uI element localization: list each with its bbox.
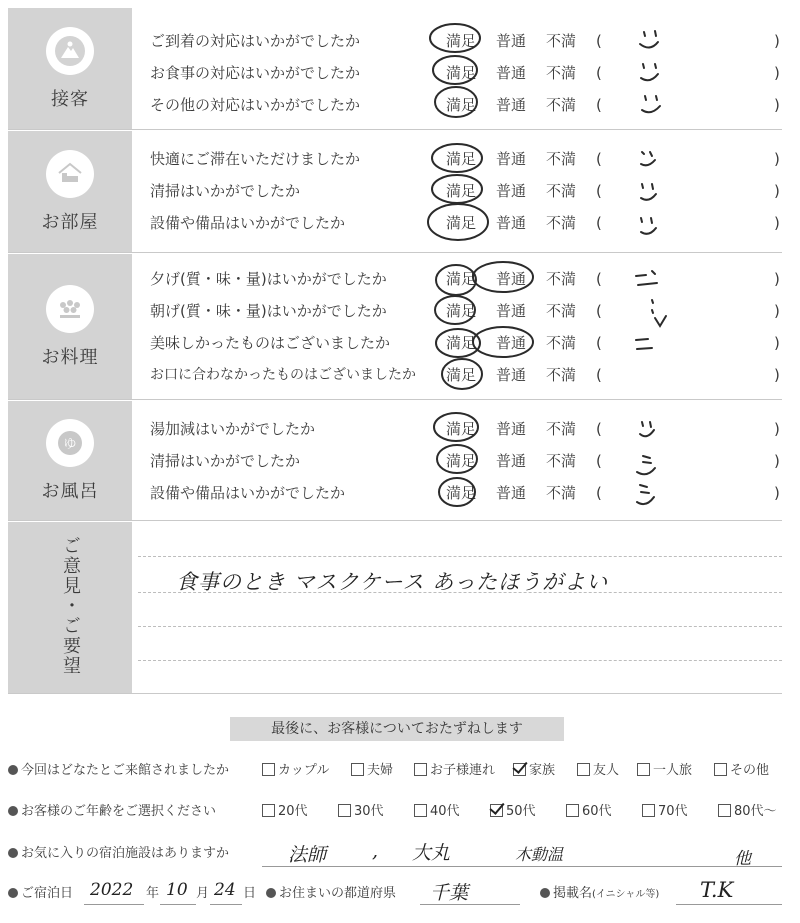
question-text: お気に入りの宿泊施設はありますか (21, 846, 230, 861)
question-text: 美味しかったものはございましたか (150, 334, 391, 352)
paren-open: ( (596, 420, 602, 438)
paren-open: ( (596, 182, 602, 200)
divider (138, 556, 782, 557)
question-row (150, 446, 782, 476)
question-text: 今回はどなたとご来館されましたか (21, 763, 230, 778)
question-text: お食事の対応はいかがでしたか (150, 64, 361, 82)
checkbox[interactable] (718, 804, 731, 817)
question-text: お客様のご年齢をご選択ください (21, 804, 217, 819)
paren-close: ) (774, 452, 780, 470)
option-dissatisfied[interactable]: 不満 (546, 452, 577, 470)
question-text: 設備や備品はいかがでしたか (150, 484, 346, 502)
bullet-icon (8, 806, 18, 816)
option-dissatisfied[interactable]: 不満 (546, 366, 577, 384)
paren-close: ) (774, 96, 780, 114)
checkbox-checked[interactable] (490, 804, 503, 817)
section-label (8, 254, 132, 399)
option-average[interactable]: 普通 (496, 334, 527, 352)
bullet-icon (8, 888, 18, 898)
bullet-icon (540, 888, 550, 898)
option-satisfied[interactable]: 満足 (446, 302, 477, 320)
checkbox-checked[interactable] (513, 763, 526, 776)
option-average[interactable]: 普通 (496, 302, 527, 320)
section-cuisine (8, 254, 782, 400)
paren-close: ) (774, 270, 780, 288)
stay-date (8, 884, 73, 904)
option-average[interactable]: 普通 (496, 452, 527, 470)
section-bath (8, 401, 782, 521)
section-opinion (8, 522, 782, 694)
companion-question (8, 761, 229, 781)
divider (138, 626, 782, 627)
age-question (8, 802, 216, 822)
option-satisfied[interactable]: 満足 (446, 96, 477, 114)
question-text: 清掃はいかがでしたか (150, 452, 301, 470)
opinion-text[interactable]: 食事のとき マスクケース あったほうがよい (176, 570, 609, 594)
question-text: お口に合わなかったものはございましたか (150, 367, 416, 383)
paren-open: ( (596, 452, 602, 470)
section-service (8, 8, 782, 130)
option-dissatisfied[interactable]: 不満 (546, 64, 577, 82)
profile-banner: 最後に、お客様についておたずねします (230, 717, 564, 741)
section-label (8, 401, 132, 520)
option-satisfied[interactable]: 満足 (446, 32, 477, 50)
option-dissatisfied[interactable]: 不満 (546, 32, 577, 50)
section-name: お風呂 (41, 480, 99, 502)
option-dissatisfied[interactable]: 不満 (546, 270, 577, 288)
option-dissatisfied[interactable]: 不満 (546, 150, 577, 168)
display-name-underline (676, 904, 782, 905)
prefecture-value[interactable]: 千葉 (430, 882, 469, 904)
display-name-note: (イニシャル等) (592, 889, 660, 900)
age-option[interactable]: 20代 (262, 802, 308, 822)
option-satisfied[interactable]: 満足 (446, 334, 477, 352)
option-dissatisfied[interactable]: 不満 (546, 182, 577, 200)
hot-spring-icon (46, 419, 94, 467)
option-satisfied[interactable]: 満足 (446, 484, 477, 502)
question-text: ご到着の対応はいかがでしたか (150, 32, 361, 50)
paren-close: ) (774, 150, 780, 168)
month-unit: 月 (196, 886, 210, 901)
option-average[interactable]: 普通 (496, 420, 527, 438)
stay-day[interactable]: 24 (214, 880, 236, 900)
question-text: 快適にご滞在いただけましたか (150, 150, 361, 168)
favorite-etc: 他 (734, 849, 751, 869)
age-option[interactable]: 70代 (642, 802, 688, 822)
paren-open: ( (596, 366, 602, 384)
option-dissatisfied[interactable]: 不満 (546, 484, 577, 502)
checkbox[interactable] (414, 763, 427, 776)
paren-close: ) (774, 214, 780, 232)
paren-close: ) (774, 334, 780, 352)
checkbox[interactable] (642, 804, 655, 817)
stay-month[interactable]: 10 (166, 880, 188, 900)
companion-option[interactable]: その他 (714, 761, 769, 781)
question-row (150, 58, 782, 88)
option-dissatisfied[interactable]: 不満 (546, 302, 577, 320)
checkbox[interactable] (338, 804, 351, 817)
question-text: 清掃はいかがでしたか (150, 182, 301, 200)
paren-open: ( (596, 484, 602, 502)
age-option[interactable]: 60代 (566, 802, 612, 822)
option-satisfied[interactable]: 満足 (446, 182, 477, 200)
option-satisfied[interactable]: 満足 (446, 150, 477, 168)
question-text: 朝げ(質・味・量)はいかがでしたか (150, 302, 387, 320)
checkbox[interactable] (637, 763, 650, 776)
option-average[interactable]: 普通 (496, 270, 527, 288)
favorite-1[interactable]: 法師 (288, 844, 327, 866)
favorite-underline (262, 866, 782, 867)
checkbox[interactable] (262, 804, 275, 817)
year-unit: 年 (146, 886, 160, 901)
paren-close: ) (774, 302, 780, 320)
bullet-icon (8, 765, 18, 775)
section-label (8, 8, 132, 129)
opinion-label: ご意見・ご要望 (60, 536, 81, 676)
paren-open: ( (596, 302, 602, 320)
question-row (150, 264, 782, 294)
option-satisfied[interactable]: 満足 (446, 452, 477, 470)
option-average[interactable]: 普通 (496, 150, 527, 168)
section-room (8, 131, 782, 253)
question-text: 湯加減はいかがでしたか (150, 420, 316, 438)
age-option[interactable]: 80代〜 (718, 802, 777, 822)
question-text: その他の対応はいかがでしたか (150, 96, 361, 114)
option-satisfied[interactable]: 満足 (446, 420, 477, 438)
option-average[interactable]: 普通 (496, 484, 527, 502)
paren-close: ) (774, 64, 780, 82)
paren-open: ( (596, 96, 602, 114)
age-option[interactable]: 50代 (490, 802, 536, 822)
checkbox[interactable] (566, 804, 579, 817)
favorite-question (8, 844, 229, 864)
question-row (150, 208, 782, 238)
paren-open: ( (596, 270, 602, 288)
favorite-3[interactable]: 木動温 (515, 845, 564, 864)
option-satisfied[interactable]: 満足 (446, 64, 477, 82)
room-icon (46, 150, 94, 198)
divider (138, 660, 782, 661)
age-option[interactable]: 30代 (338, 802, 384, 822)
option-dissatisfied[interactable]: 不満 (546, 420, 577, 438)
question-row (150, 296, 782, 326)
display-name-label: 掲載名 (553, 886, 593, 901)
paren-open: ( (596, 32, 602, 50)
year-underline (84, 904, 144, 905)
dish-icon (46, 285, 94, 333)
age-option[interactable]: 40代 (414, 802, 460, 822)
option-dissatisfied[interactable]: 不満 (546, 334, 577, 352)
option-average[interactable]: 普通 (496, 214, 527, 232)
option-dissatisfied[interactable]: 不満 (546, 214, 577, 232)
question-row (150, 26, 782, 56)
stay-label: ご宿泊日 (21, 886, 74, 901)
display-name-question (540, 884, 659, 905)
option-average[interactable]: 普通 (496, 64, 527, 82)
section-name: 接客 (51, 88, 89, 110)
question-row (150, 144, 782, 174)
comma: , (372, 840, 379, 862)
mountain-icon (46, 27, 94, 75)
paren-open: ( (596, 64, 602, 82)
question-row (150, 478, 782, 508)
display-name-value[interactable]: T.K (700, 878, 734, 902)
paren-open: ( (596, 214, 602, 232)
question-text: 夕げ(質・味・量)はいかがでしたか (150, 270, 387, 288)
checkbox[interactable] (414, 804, 427, 817)
favorite-2[interactable]: 大丸 (412, 842, 451, 864)
option-average[interactable]: 普通 (496, 96, 527, 114)
paren-close: ) (774, 32, 780, 50)
option-average[interactable]: 普通 (496, 366, 527, 384)
section-name: お料理 (41, 346, 99, 368)
svg-text:ゆ: ゆ (63, 436, 77, 452)
section-name: お部屋 (41, 211, 99, 233)
option-satisfied[interactable]: 満足 (446, 214, 477, 232)
section-label (8, 131, 132, 252)
paren-close: ) (774, 366, 780, 384)
checkbox[interactable] (351, 763, 364, 776)
companion-option[interactable]: 友人 (577, 761, 619, 781)
companion-option[interactable]: 夫婦 (351, 761, 393, 781)
prefecture-label: お住まいの都道府県 (279, 886, 397, 901)
paren-close: ) (774, 182, 780, 200)
question-row (150, 176, 782, 206)
checkbox[interactable] (714, 763, 727, 776)
section-label (8, 522, 132, 693)
option-satisfied[interactable]: 満足 (446, 366, 477, 384)
question-row (150, 414, 782, 444)
paren-open: ( (596, 150, 602, 168)
companion-option[interactable]: 家族 (513, 761, 555, 781)
bullet-icon (266, 888, 276, 898)
question-row (150, 328, 782, 358)
option-dissatisfied[interactable]: 不満 (546, 96, 577, 114)
prefecture-question (266, 884, 396, 904)
companion-option[interactable]: 一人旅 (637, 761, 692, 781)
paren-close: ) (774, 420, 780, 438)
question-row (150, 90, 782, 120)
paren-close: ) (774, 484, 780, 502)
option-average[interactable]: 普通 (496, 32, 527, 50)
bullet-icon (8, 848, 18, 858)
month-underline (160, 904, 196, 905)
option-average[interactable]: 普通 (496, 182, 527, 200)
paren-open: ( (596, 334, 602, 352)
day-underline (210, 904, 242, 905)
checkbox[interactable] (577, 763, 590, 776)
question-row (150, 360, 782, 390)
companion-option[interactable]: カップル (262, 761, 329, 781)
checkbox[interactable] (262, 763, 275, 776)
day-unit: 日 (243, 886, 257, 901)
stay-year[interactable]: 2022 (90, 880, 134, 900)
question-text: 設備や備品はいかがでしたか (150, 214, 346, 232)
option-satisfied[interactable]: 満足 (446, 270, 477, 288)
companion-option[interactable]: お子様連れ (414, 761, 495, 781)
